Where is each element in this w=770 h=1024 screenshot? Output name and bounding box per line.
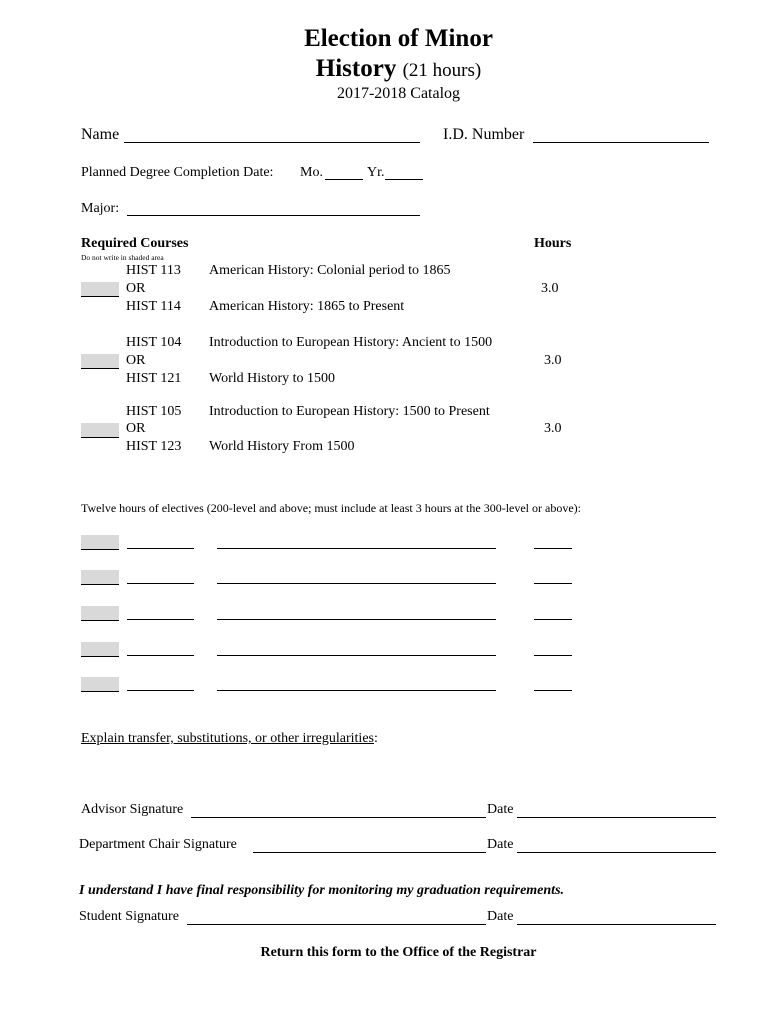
course-title: American History: 1865 to Present xyxy=(209,299,405,314)
elective-course-field[interactable] xyxy=(127,619,194,620)
or-label: OR xyxy=(126,281,146,296)
shaded-grade-box xyxy=(81,354,119,369)
minor-name: History xyxy=(315,55,397,82)
name-label: Name xyxy=(81,126,120,143)
advisor-date-field[interactable] xyxy=(517,817,716,818)
course-title: American History: Colonial period to 1865 xyxy=(209,263,451,278)
required-courses-heading: Required Courses xyxy=(81,236,189,251)
advisor-signature-label: Advisor Signature xyxy=(81,802,184,817)
shaded-grade-box xyxy=(81,642,119,657)
course-title: Introduction to European History: 1500 to Present xyxy=(209,404,490,419)
shaded-grade-box xyxy=(81,606,119,621)
elective-course-field[interactable] xyxy=(127,548,194,549)
course-title: Introduction to European History: Ancient to 1500 xyxy=(209,335,493,350)
advisor-date-label: Date xyxy=(487,802,514,817)
chair-signature-field[interactable] xyxy=(253,852,486,853)
elective-title-field[interactable] xyxy=(217,690,496,691)
or-label: OR xyxy=(126,353,146,368)
course-title: World History to 1500 xyxy=(209,371,336,386)
explain-colon: : xyxy=(373,731,378,746)
shaded-grade-box xyxy=(81,282,119,297)
elective-hours-field[interactable] xyxy=(534,655,572,656)
student-date-label: Date xyxy=(487,909,514,924)
id-number-field[interactable] xyxy=(533,142,709,143)
electives-instruction: Twelve hours of electives (200-level and above; must include at least 3 hours at the 300-level or above): xyxy=(81,501,581,515)
month-field[interactable] xyxy=(325,179,363,180)
form-subtitle xyxy=(0,55,770,83)
course-code: HIST 113 xyxy=(126,263,181,278)
elective-title-field[interactable] xyxy=(217,548,496,549)
student-signature-field[interactable] xyxy=(187,924,486,925)
course-code: HIST 121 xyxy=(126,371,182,386)
chair-signature-label: Department Chair Signature xyxy=(79,837,237,852)
explain-label xyxy=(81,731,378,747)
name-field[interactable] xyxy=(124,142,420,143)
course-code: HIST 123 xyxy=(126,439,182,454)
course-code: HIST 104 xyxy=(126,335,182,350)
elective-hours-field[interactable] xyxy=(534,690,572,691)
year-label: Yr. xyxy=(367,165,385,180)
or-label: OR xyxy=(126,421,146,436)
course-hours: 3.0 xyxy=(544,353,562,368)
completion-date-label: Planned Degree Completion Date: xyxy=(81,165,274,180)
explain-label-text: Explain transfer, substitutions, or other irregularities xyxy=(81,731,374,746)
major-label: Major: xyxy=(81,201,120,216)
chair-date-field[interactable] xyxy=(517,852,716,853)
elective-course-field[interactable] xyxy=(127,690,194,691)
shaded-grade-box xyxy=(81,423,119,438)
elective-course-field[interactable] xyxy=(127,655,194,656)
elective-hours-field[interactable] xyxy=(534,548,572,549)
minor-hours: (21 hours) xyxy=(402,60,482,81)
student-date-field[interactable] xyxy=(517,924,716,925)
course-hours: 3.0 xyxy=(544,421,562,436)
major-field[interactable] xyxy=(127,215,420,216)
elective-hours-field[interactable] xyxy=(534,583,572,584)
month-label: Mo. xyxy=(300,165,323,180)
course-code: HIST 114 xyxy=(126,299,181,314)
id-number-label: I.D. Number xyxy=(443,126,525,143)
shaded-grade-box xyxy=(81,570,119,585)
elective-hours-field[interactable] xyxy=(534,619,572,620)
advisor-signature-field[interactable] xyxy=(191,817,486,818)
elective-course-field[interactable] xyxy=(127,583,194,584)
course-title: World History From 1500 xyxy=(209,439,355,454)
shaded-grade-box xyxy=(81,677,119,692)
hours-heading: Hours xyxy=(534,236,572,251)
year-field[interactable] xyxy=(385,179,423,180)
catalog-year: 2017-2018 Catalog xyxy=(336,85,461,102)
shaded-grade-box xyxy=(81,535,119,550)
form-title: Election of Minor xyxy=(304,25,493,52)
return-instruction: Return this form to the Office of the Registrar xyxy=(260,945,537,960)
chair-date-label: Date xyxy=(487,837,514,852)
course-code: HIST 105 xyxy=(126,404,182,419)
elective-title-field[interactable] xyxy=(217,655,496,656)
elective-title-field[interactable] xyxy=(217,619,496,620)
elective-title-field[interactable] xyxy=(217,583,496,584)
responsibility-statement: I understand I have final responsibility for monitoring my graduation requirements. xyxy=(79,883,565,898)
shaded-area-note: Do not write in shaded area xyxy=(81,253,164,262)
student-signature-label: Student Signature xyxy=(79,909,179,924)
course-hours: 3.0 xyxy=(541,281,559,296)
